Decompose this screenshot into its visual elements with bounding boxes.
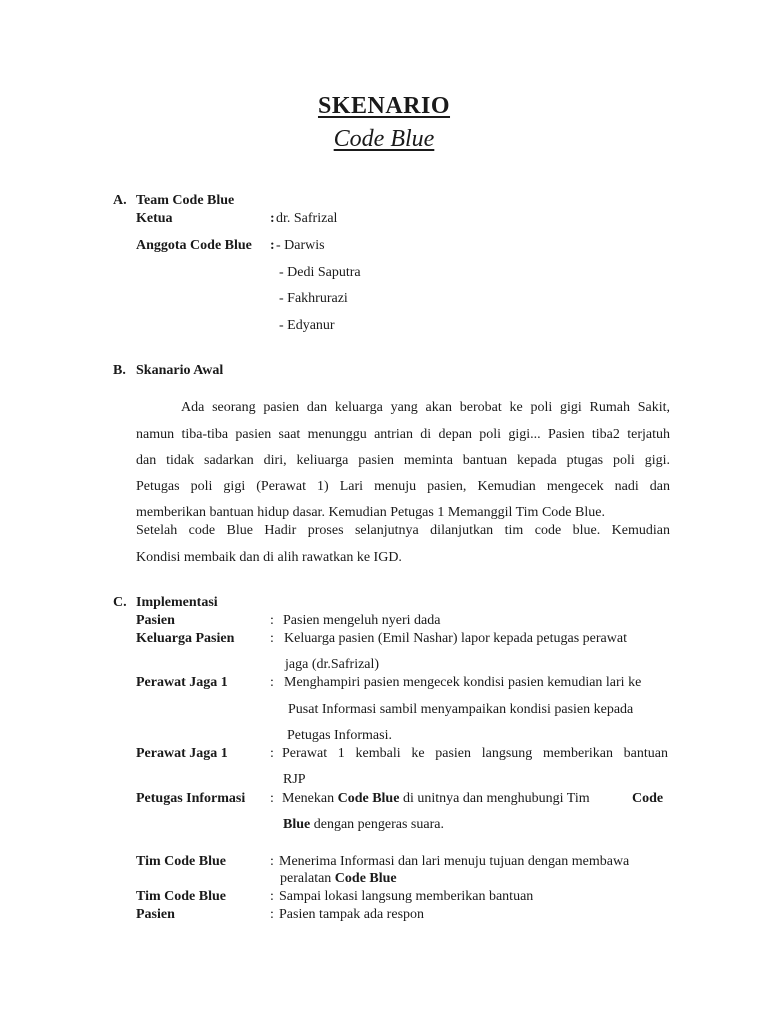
role-label: Petugas Informasi bbox=[136, 791, 246, 806]
anggota-colon: : bbox=[270, 238, 275, 253]
role-label: Keluarga Pasien bbox=[136, 631, 235, 646]
row-text: Perawat 1 kembali ke pasien langsung memberikan bantuan bbox=[282, 746, 668, 761]
section-a-letter: A. bbox=[113, 193, 127, 208]
section-b-heading: Skanario Awal bbox=[136, 363, 224, 378]
row-text: Menerima Informasi dan lari menuju tujuan dengan membawa bbox=[279, 854, 630, 869]
row-text: Pasien tampak ada respon bbox=[279, 907, 425, 922]
section-b-letter: B. bbox=[113, 363, 126, 378]
row-colon: : bbox=[270, 889, 274, 904]
role-label: Pasien bbox=[136, 907, 175, 922]
row-colon: : bbox=[270, 675, 274, 690]
row-text-continued: RJP bbox=[283, 772, 306, 787]
row-colon: : bbox=[270, 854, 274, 869]
member-item: - Dedi Saputra bbox=[279, 265, 361, 280]
paragraph-line: namun tiba-tiba pasien saat menunggu antrian di depan poli gigi... Pasien tiba2 terjatuh bbox=[136, 427, 670, 442]
paragraph-line: Ada seorang pasien dan keluarga yang akan berobat ke poli gigi Rumah Sakit, bbox=[181, 400, 670, 415]
paragraph-line: memberikan bantuan hidup dasar. Kemudian Petugas 1 Memanggil Tim Code Blue. bbox=[136, 505, 605, 520]
blue-emphasis: Blue bbox=[283, 817, 311, 832]
row-text: Menekan Code Blue di unitnya dan menghubungi Tim bbox=[282, 791, 590, 806]
row-text-continued: jaga (dr.Safrizal) bbox=[285, 657, 380, 672]
section-c-heading: Implementasi bbox=[136, 595, 218, 610]
ketua-colon: : bbox=[270, 211, 275, 226]
row-text-continued: Pusat Informasi sambil menyampaikan kondisi pasien kepada bbox=[288, 702, 634, 717]
row-colon: : bbox=[270, 613, 274, 628]
section-c-letter: C. bbox=[113, 595, 127, 610]
row-text: Sampai lokasi langsung memberikan bantuan bbox=[279, 889, 534, 904]
row-text-continued: Blue dengan pengeras suara. bbox=[283, 817, 444, 832]
paragraph-line: Setelah code Blue Hadir proses selanjutnya dilanjutkan tim code blue. Kemudian bbox=[136, 523, 670, 538]
row-text-continued: Petugas Informasi. bbox=[287, 728, 392, 743]
document-subtitle: Code Blue bbox=[333, 126, 435, 152]
paragraph-line: dan tidak sadarkan diri, keliuarga pasien meminta bantuan kepada ptugas poli gigi. bbox=[136, 453, 670, 468]
member-item: - Fakhrurazi bbox=[279, 291, 348, 306]
ketua-value: dr. Safrizal bbox=[276, 211, 338, 226]
member-item: - Edyanur bbox=[279, 318, 335, 333]
code-emphasis: Code bbox=[632, 791, 664, 806]
row-text: Menghampiri pasien mengecek kondisi pasien kemudian lari ke bbox=[284, 675, 642, 690]
row-colon: : bbox=[270, 791, 274, 806]
role-label: Tim Code Blue bbox=[136, 889, 226, 904]
role-label: Tim Code Blue bbox=[136, 854, 226, 869]
section-a-heading: Team Code Blue bbox=[136, 193, 235, 208]
role-label: Perawat Jaga 1 bbox=[136, 746, 228, 761]
code-blue-emphasis: Code Blue bbox=[337, 791, 400, 806]
document-title: SKENARIO bbox=[317, 93, 451, 119]
row-text: Keluarga pasien (Emil Nashar) lapor kepada petugas perawat bbox=[284, 631, 627, 646]
anggota-label: Anggota Code Blue bbox=[136, 238, 252, 253]
ketua-label: Ketua bbox=[136, 211, 173, 226]
member-item: - Darwis bbox=[276, 238, 325, 253]
row-text-continued: peralatan Code Blue bbox=[280, 871, 397, 886]
paragraph-line: Petugas poli gigi (Perawat 1) Lari menuju pasien, Kemudian mengecek nadi dan bbox=[136, 479, 670, 494]
row-colon: : bbox=[270, 631, 274, 646]
paragraph-line: Kondisi membaik dan di alih rawatkan ke IGD. bbox=[136, 550, 402, 565]
row-text: Pasien mengeluh nyeri dada bbox=[283, 613, 441, 628]
row-colon: : bbox=[270, 907, 274, 922]
role-label: Perawat Jaga 1 bbox=[136, 675, 228, 690]
code-blue-emphasis: Code Blue bbox=[334, 871, 397, 886]
role-label: Pasien bbox=[136, 613, 175, 628]
row-colon: : bbox=[270, 746, 274, 761]
